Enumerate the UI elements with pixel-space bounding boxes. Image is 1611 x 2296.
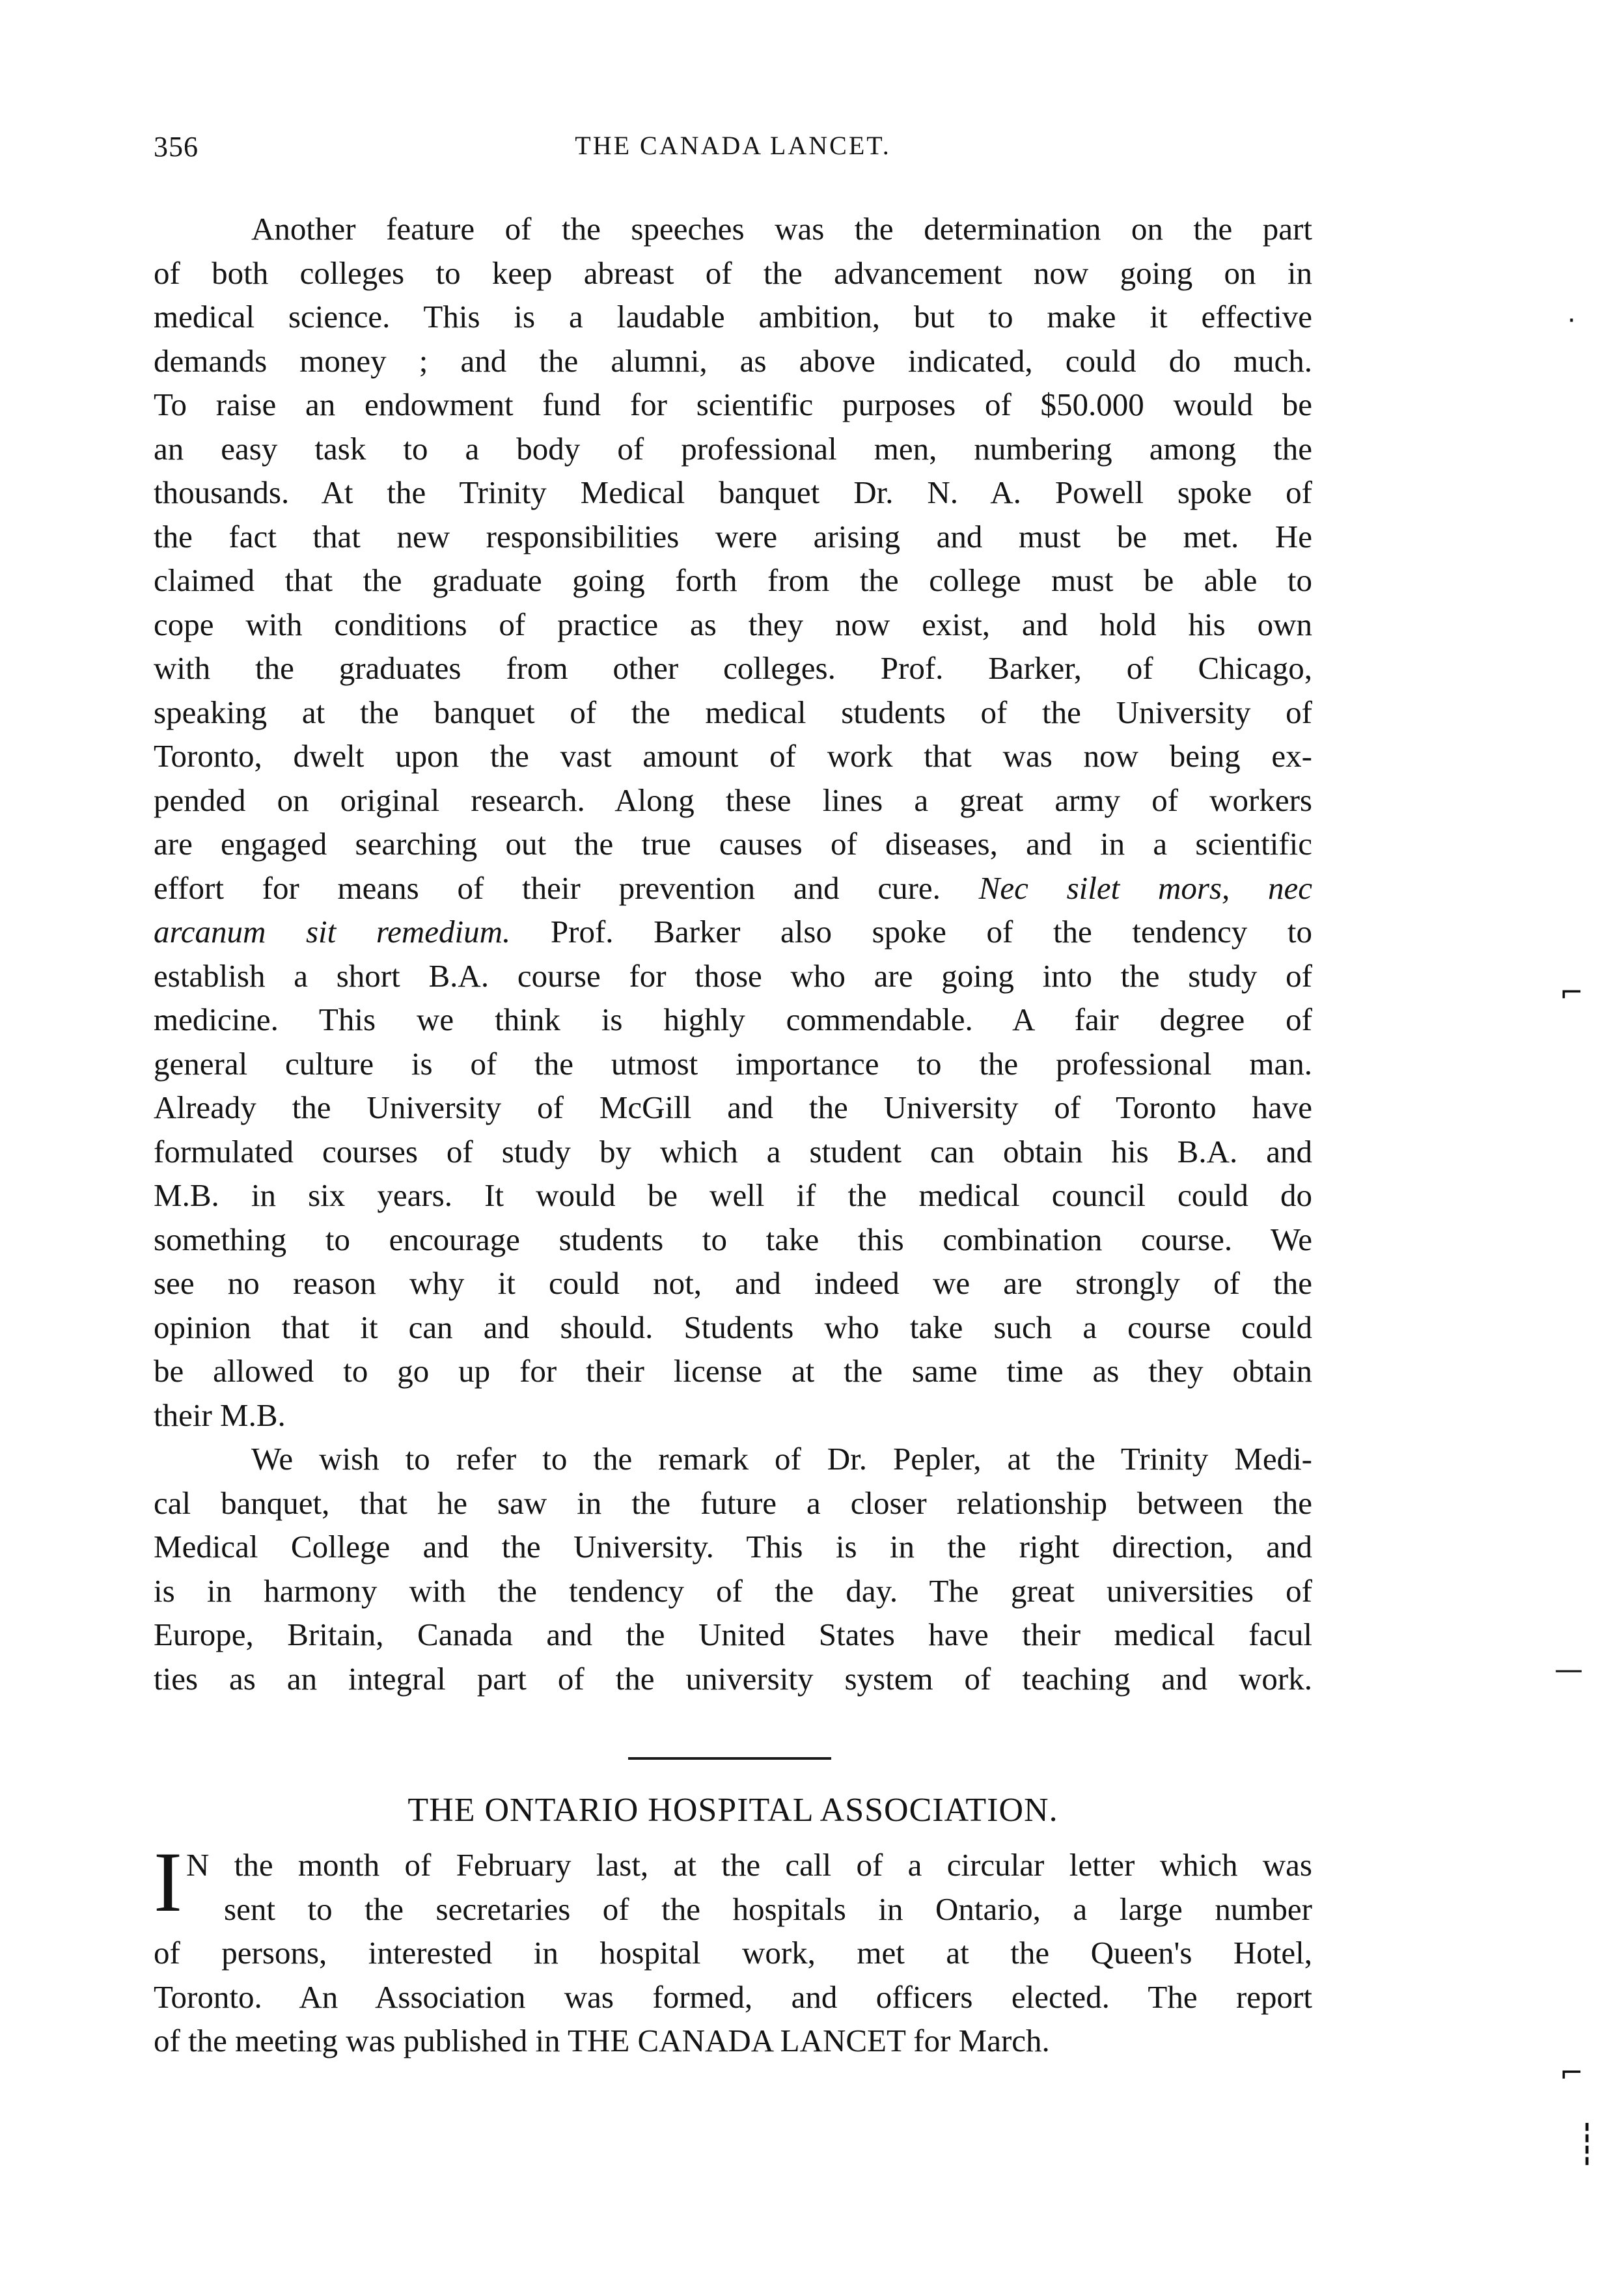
text-line: medicine. This we think is highly commendable. A fair degree of: [154, 1002, 1312, 1037]
text-line: the fact that new responsibilities were arising and must be met. He: [154, 518, 1312, 554]
text-line: their M.B.: [154, 1397, 286, 1433]
text-line: To raise an endowment fund for scientific purposes of $50.000 would be: [154, 387, 1312, 422]
text-line: demands money ; and the alumni, as above indicated, could do much.: [154, 342, 1312, 379]
text-line: N the month of February last, at the call of a circular letter which was: [186, 1847, 1312, 1883]
page-number: 356: [154, 131, 199, 163]
text-line: cal banquet, that he saw in the future a closer relationship between the: [154, 1484, 1312, 1521]
text-line: are engaged searching out the true causes of diseases, and in a scientific: [154, 826, 1312, 862]
margin-tick-mark: ⌐: [1560, 976, 1584, 1009]
text-line: something to encourage students to take this combination course. We: [154, 1221, 1312, 1257]
text-line: cope with conditions of practice as they now exist, and hold his own: [154, 606, 1312, 642]
text-line: formulated courses of study by which a student can obtain his B.A. and: [154, 1133, 1312, 1169]
text-line: an easy task to a body of professional men, numbering among the: [154, 430, 1312, 467]
section-title: THE ONTARIO HOSPITAL ASSOCIATION.: [407, 1792, 1058, 1829]
text-line: sent to the secretaries of the hospitals in Ontario, a large number: [224, 1891, 1312, 1927]
text-line: with the graduates from other colleges. Prof. Barker, of Chicago,: [154, 650, 1312, 686]
text-line: Another feature of the speeches was the determination on the part: [251, 211, 1312, 247]
margin-dash-mark: —: [1554, 1653, 1583, 1686]
margin-tick-mark: ⌐: [1560, 2057, 1584, 2090]
text-line-with-quote: [154, 866, 1312, 910]
text-line: opinion that it can and should. Students who take such a course could: [154, 1309, 1312, 1345]
margin-dot-mark: ·: [1567, 306, 1576, 336]
running-title: THE CANADA LANCET.: [575, 131, 891, 160]
text-line: ties as an integral part of the university system of teaching and work.: [154, 1660, 1312, 1697]
text-line: M.B. in six years. It would be well if the medical council could do: [154, 1177, 1312, 1213]
text-line: Medical College and the University. This is in the right direction, and: [154, 1529, 1312, 1565]
text-segment: effort for means of their prevention and cure.: [154, 869, 941, 906]
text-line: be allowed to go up for their license at the same time as they obtain: [154, 1353, 1312, 1389]
drop-cap: I: [154, 1834, 182, 1930]
text-line: general culture is of the utmost importance to the professional man.: [154, 1045, 1312, 1082]
text-line: thousands. At the Trinity Medical banquet Dr. N. A. Powell spoke of: [154, 474, 1312, 510]
text-line: is in harmony with the tendency of the day. The great universities of: [154, 1572, 1312, 1609]
text-line: of both colleges to keep abreast of the advancement now going on in: [154, 254, 1312, 291]
text-line: of the meeting was published in THE CANADA LANCET for March.: [154, 2023, 1050, 2058]
text-line: Already the University of McGill and the University of Toronto have: [154, 1089, 1312, 1125]
text-line: see no reason why it could not, and indeed we are strongly of the: [154, 1265, 1312, 1301]
paragraph-2: [154, 1437, 1312, 1701]
margin-dotted-mark: ┊: [1575, 2122, 1599, 2167]
text-segment: Prof. Barker also spoke of the tendency to: [550, 914, 1312, 950]
text-line: speaking at the banquet of the medical students of the University of: [154, 694, 1312, 730]
text-line: establish a short B.A. course for those who are going into the study of: [154, 957, 1312, 994]
latin-quote: Nec silet mors, nec: [978, 869, 1313, 906]
text-line-with-quote: [154, 910, 1312, 954]
text-line: pended on original research. Along these lines a great army of workers: [154, 782, 1312, 818]
article-body: [154, 207, 1312, 1701]
text-line: Europe, Britain, Canada and the United States have their medical facul: [154, 1617, 1312, 1652]
section-divider-rule: [628, 1757, 831, 1760]
paragraph-1: [154, 207, 1312, 1437]
text-line: of persons, interested in hospital work, met at the Queen's Hotel,: [154, 1935, 1312, 1971]
page-header: [154, 130, 1312, 176]
text-line: Toronto. An Association was formed, and officers elected. The report: [154, 1978, 1312, 2015]
text-line: medical science. This is a laudable ambition, but to make it effective: [154, 299, 1312, 335]
latin-quote: arcanum sit remedium.: [154, 914, 511, 950]
text-line: Toronto, dwelt upon the vast amount of work that was now being ex-: [154, 738, 1312, 774]
text-line: We wish to refer to the remark of Dr. Pepler, at the Trinity Medi-: [251, 1441, 1312, 1477]
text-line: claimed that the graduate going forth from the college must be able to: [154, 562, 1312, 598]
section-body: [154, 1834, 1312, 2063]
